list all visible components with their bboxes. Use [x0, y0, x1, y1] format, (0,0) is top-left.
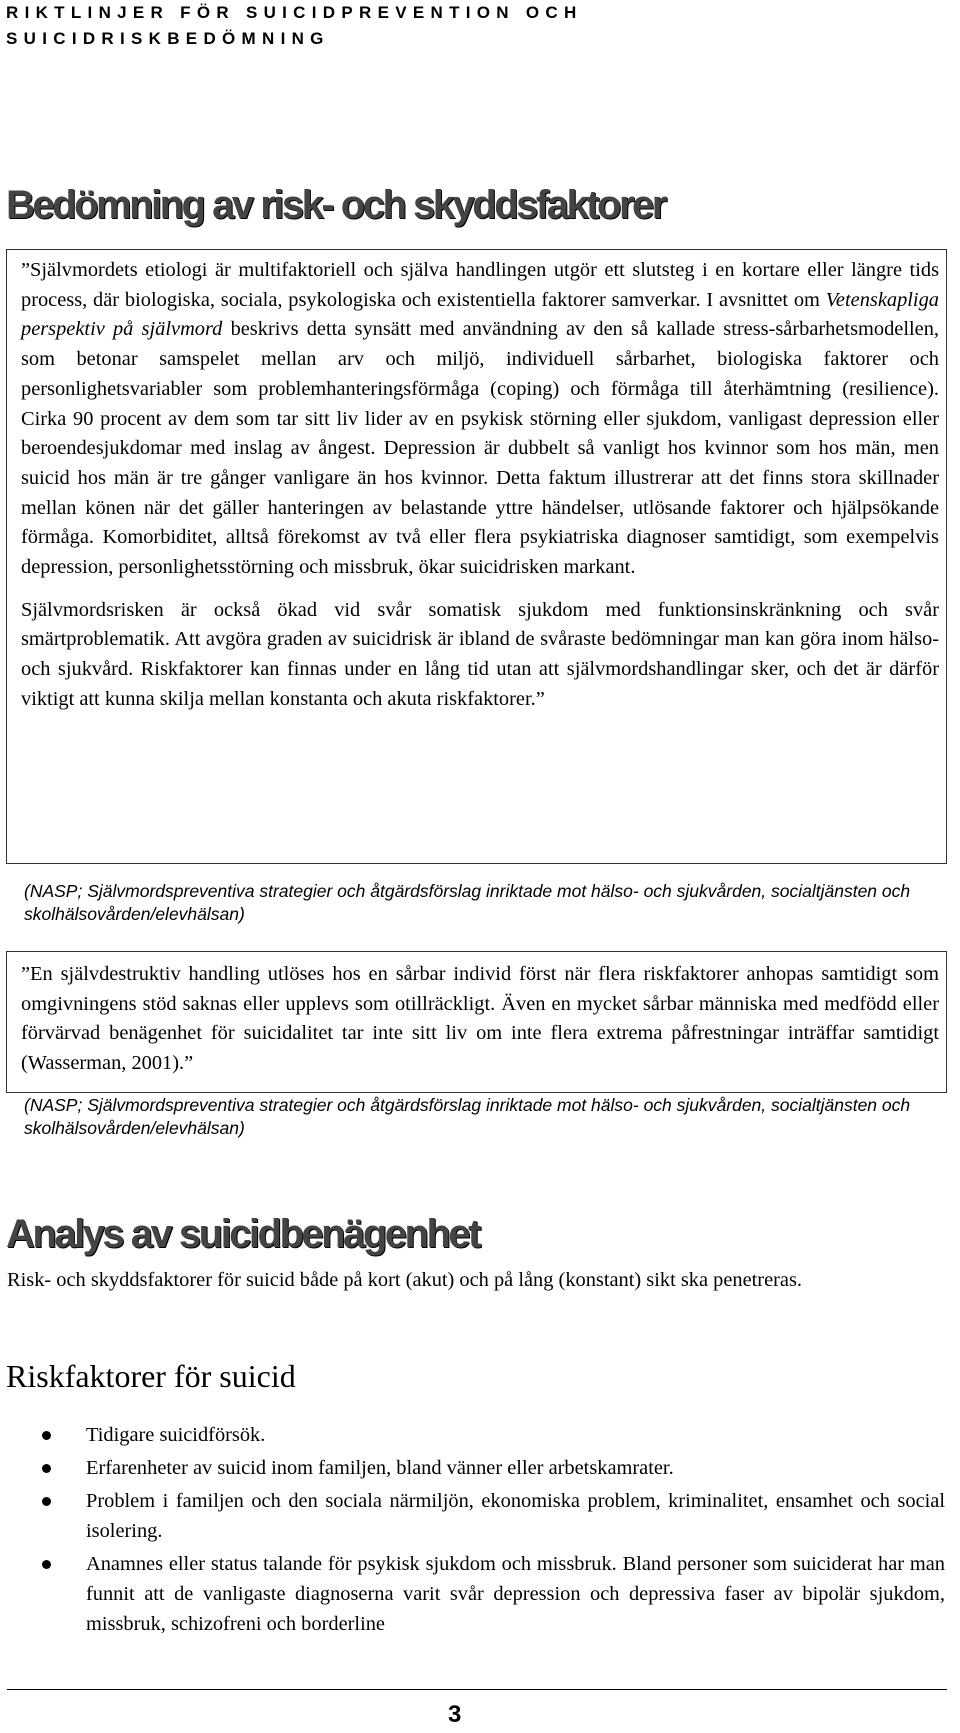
quote-box-etiology: [6, 249, 947, 864]
quote-2-text: ”En självdestruktiv handling utlöses hos en sårbar individ först när flera riskfaktorer anhopas samtidigt som omgivningens stöd saknas eller upplevs som otillräckligt. Även en mycket sårbar människa med medfödd eller förvärvad benägenhet för suicidalitet tar inte sitt liv om inte flera extrema påfrestningar inträffar samtidigt (Wasserman, 2001).”: [21, 963, 939, 1075]
list-item: [0, 1420, 945, 1450]
running-header-line-1: RIKTLINJER FÖR SUICIDPREVENTION OCH: [6, 3, 583, 22]
section-heading-risk-factors: Bedömning av risk- och skyddsfaktorer: [6, 183, 665, 227]
footer-divider: [7, 1689, 947, 1690]
quote-paragraph-1: [21, 256, 939, 583]
risk-factor-list: [0, 1420, 945, 1642]
quote-source-citation-1: (NASP; Självmordspreventiva strategier och åtgärdsförslag inriktade mot hälso- och sjukvården, socialtjänsten och skolhälsovården/elevhälsan): [24, 881, 911, 924]
quote-paragraph-2: Självmordsrisken är också ökad vid svår somatisk sjukdom med funktionsinskränkning och svår smärtproblematik. Att avgöra graden av suicidrisk är ibland de svåraste bedömningar man kan göra inom hälso- och sjukvård. Riskfaktorer kan finnas under en lång tid utan att självmordshandlingar sker, och det är därför viktigt att kunna skilja mellan konstanta och akuta riskfaktorer.”: [21, 598, 939, 710]
list-item-text: Erfarenheter av suicid inom familjen, bland vänner eller arbetskamrater.: [86, 1457, 674, 1479]
bullet-icon: [42, 1560, 51, 1569]
bullet-icon: [42, 1497, 51, 1506]
running-header-line-2: SUICIDRISKBEDÖMNING: [6, 29, 330, 48]
list-item: [0, 1486, 945, 1546]
section-heading-analysis: Analys av suicidbenägenhet: [6, 1212, 479, 1256]
page-number: 3: [448, 1701, 462, 1728]
list-item-text: Problem i familjen och den sociala närmiljön, ekonomiska problem, kriminalitet, ensamhet och social isolering.: [86, 1490, 945, 1542]
list-item-text: Anamnes eller status talande för psykisk sjukdom och missbruk. Bland personer som suiciderat har man funnit att de vanligaste diagnoserna varit svår depression och depressiva faser av bipolär sjukdom, missbruk, schizofreni och borderline: [86, 1553, 945, 1635]
bullet-icon: [42, 1464, 51, 1473]
section-heading-risk-factors-suicide: Riskfaktorer för suicid: [6, 1358, 296, 1394]
list-item: [0, 1549, 945, 1639]
list-item-text: Tidigare suicidförsök.: [86, 1424, 266, 1446]
quote-paragraph-1-text-b: beskrivs detta synsätt med användning av den så kallade stress-sårbarhetsmodellen, som betonar samspelet mellan arv och miljö, individuell sårbarhet, biologiska faktorer och personlighetsvariabler som problemhanteringsförmåga (coping) och förmåga till återhämtning (resilience). Cirka 90 procent av dem som tar sitt liv lider av en psykisk störning eller sjukdom, vanligast depression eller beroendesjukdomar med inslag av ångest. Depression är dubbelt så vanligt hos kvinnor som hos män, men suicid hos män är tre gånger vanligare än hos kvinnor. Detta faktum illustrerar att det finns stora skillnader mellan könen när det gäller hanteringen av belastande yttre händelser, utlösande faktorer och hjälpsökande förmåga. Komorbiditet, alltså förekomst av två eller flera psykiatriska diagnoser samtidigt, som exempelvis depression, personlighetsstörning och missbruk, ökar suicidrisken markant.: [21, 318, 939, 579]
list-item: [0, 1453, 945, 1483]
bullet-icon: [42, 1431, 51, 1440]
quote-paragraph-1-italic: Vetenskapliga perspektiv på självmord: [21, 288, 939, 341]
analysis-paragraph: Risk- och skyddsfaktorer för suicid både på kort (akut) och på lång (konstant) sikt ska penetreras.: [7, 1269, 803, 1291]
running-header: [6, 0, 946, 52]
quote-source-citation-2: (NASP; Självmordspreventiva strategier och åtgärdsförslag inriktade mot hälso- och sjukvården, socialtjänsten och skolhälsovården/elevhälsan): [24, 1095, 911, 1138]
quote-paragraph-1-text-a: ”Självmordets etiologi är multifaktoriell och själva handlingen utgör ett slutsteg i en kortare eller längre tids process, där biologiska, sociala, psykologiska och existentiella faktorer samverkar. I avsnittet om: [21, 259, 939, 311]
quote-box-self-destructive: [6, 951, 947, 1093]
